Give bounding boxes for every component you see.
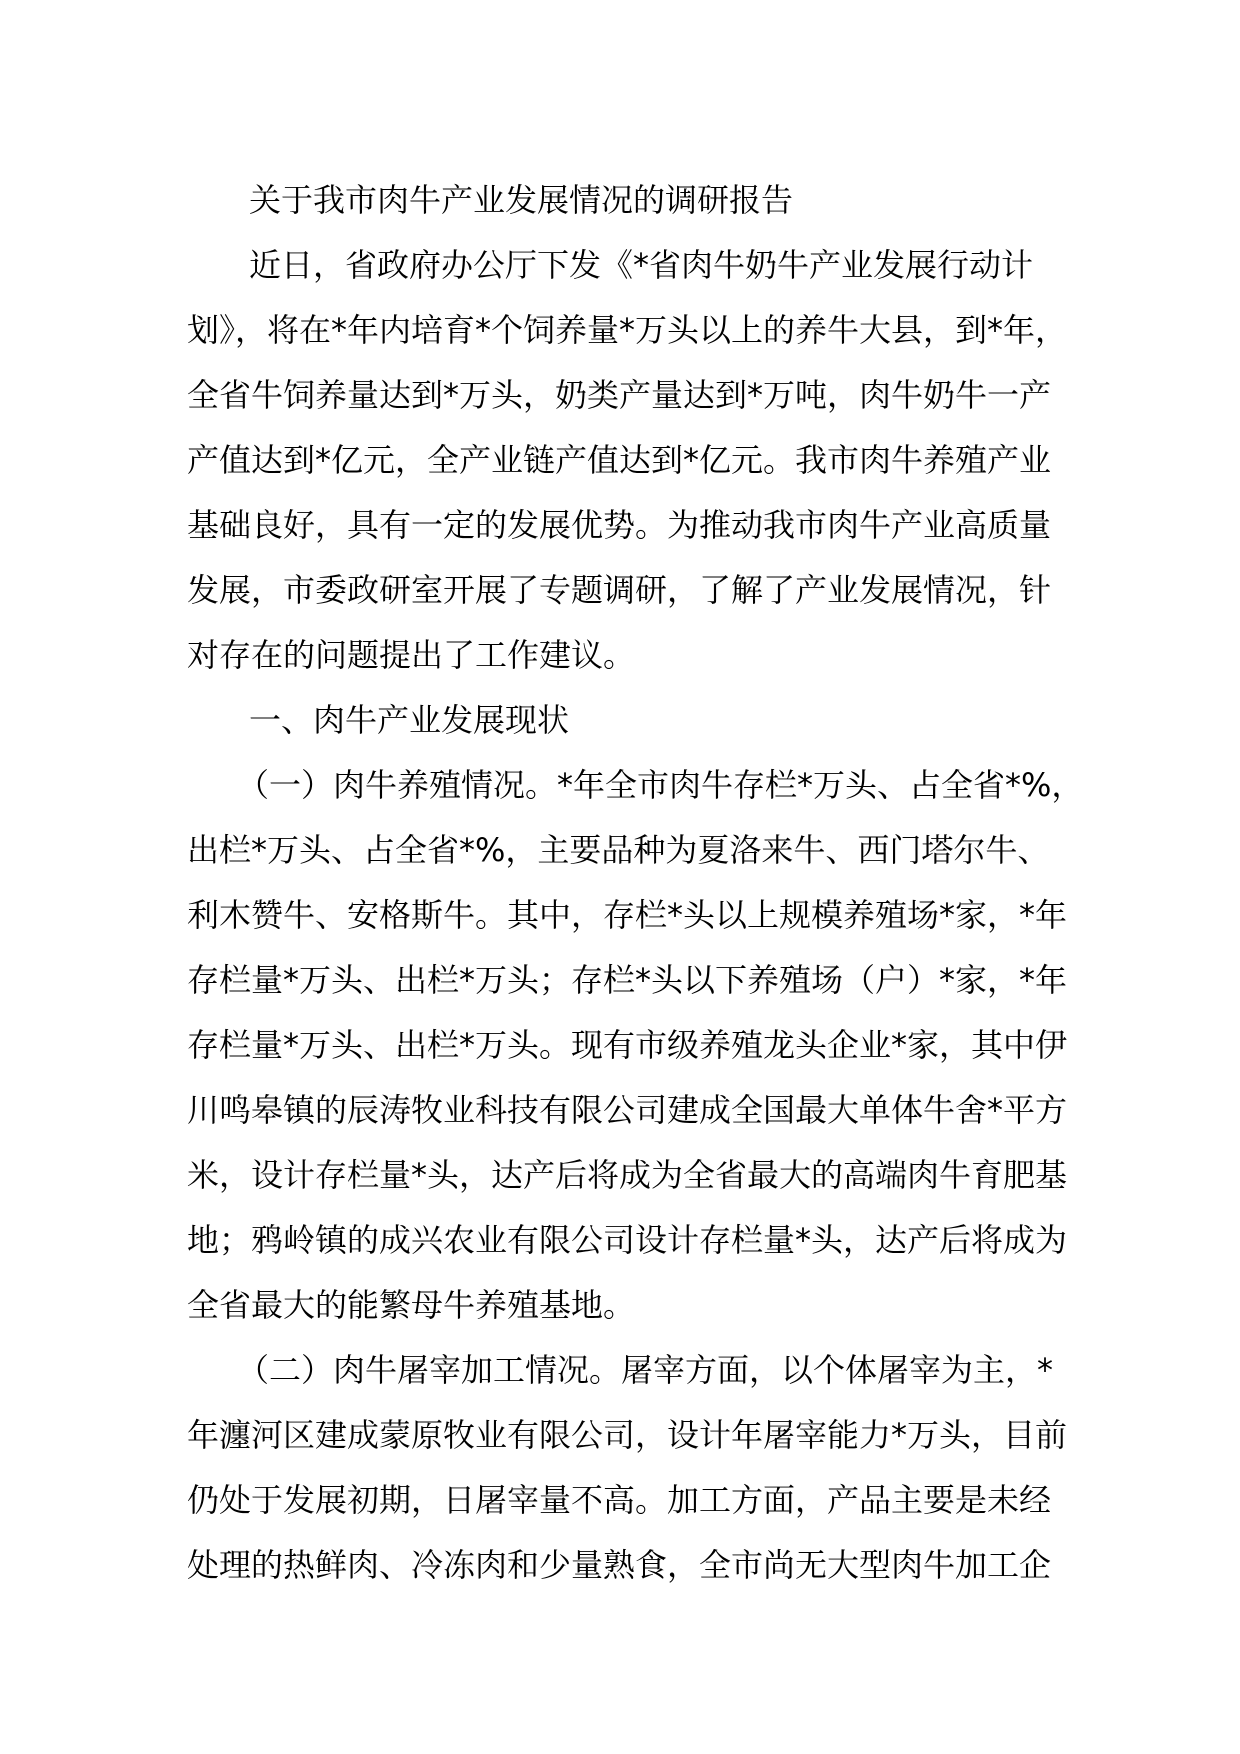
paragraph-line: 产值达到*亿元，全产业链产值达到*亿元。我市肉牛养殖产业 <box>187 441 1052 479</box>
paragraph-line: 发展，市委政研室开展了专题调研，了解了产业发展情况，针 <box>187 571 1052 609</box>
paragraph-line: 划》，将在*年内培育*个饲养量*万头以上的养牛大县，到*年， <box>187 311 1068 349</box>
paragraph-line: 仍处于发展初期，日屠宰量不高。加工方面，产品主要是未经 <box>187 1481 1052 1519</box>
paragraph-line: 米，设计存栏量*头，达产后将成为全省最大的高端肉牛育肥基 <box>187 1156 1068 1194</box>
document-body <box>187 168 1087 1598</box>
paragraph-line: 近日，省政府办公厅下发《*省肉牛奶牛产业发展行动计 <box>249 246 1034 284</box>
paragraph-line: 全省牛饲养量达到*万头，奶类产量达到*万吨，肉牛奶牛一产 <box>187 376 1052 414</box>
paragraph-line: 川鸣皋镇的辰涛牧业科技有限公司建成全国最大单体牛舍*平方 <box>187 1091 1068 1129</box>
paragraph-line: 基础良好，具有一定的发展优势。为推动我市肉牛产业高质量 <box>187 506 1052 544</box>
paragraph-line: 全省最大的能繁母牛养殖基地。 <box>187 1286 636 1324</box>
paragraph-line: 利木赞牛、安格斯牛。其中，存栏*头以上规模养殖场*家，*年 <box>187 896 1068 934</box>
subsection-line: （二）肉牛屠宰加工情况。屠宰方面，以个体屠宰为主，* <box>237 1351 1054 1389</box>
document-title: 关于我市肉牛产业发展情况的调研报告 <box>249 181 794 219</box>
section-heading: 一、肉牛产业发展现状 <box>249 701 570 739</box>
paragraph-line: 存栏量*万头、出栏*万头。现有市级养殖龙头企业*家，其中伊 <box>187 1026 1068 1064</box>
paragraph-line: 对存在的问题提出了工作建议。 <box>187 636 636 674</box>
subsection-line: （一）肉牛养殖情况。*年全市肉牛存栏*万头、占全省*%， <box>237 766 1084 804</box>
paragraph-line: 出栏*万头、占全省*%，主要品种为夏洛来牛、西门塔尔牛、 <box>187 831 1050 869</box>
paragraph-line: 地；鸦岭镇的成兴农业有限公司设计存栏量*头，达产后将成为 <box>187 1221 1068 1259</box>
paragraph-line: 存栏量*万头、出栏*万头；存栏*头以下养殖场（户）*家，*年 <box>187 961 1068 999</box>
paragraph-line: 处理的热鲜肉、冷冻肉和少量熟食，全市尚无大型肉牛加工企 <box>187 1546 1052 1584</box>
paragraph-line: 年瀍河区建成蒙原牧业有限公司，设计年屠宰能力*万头，目前 <box>187 1416 1068 1454</box>
